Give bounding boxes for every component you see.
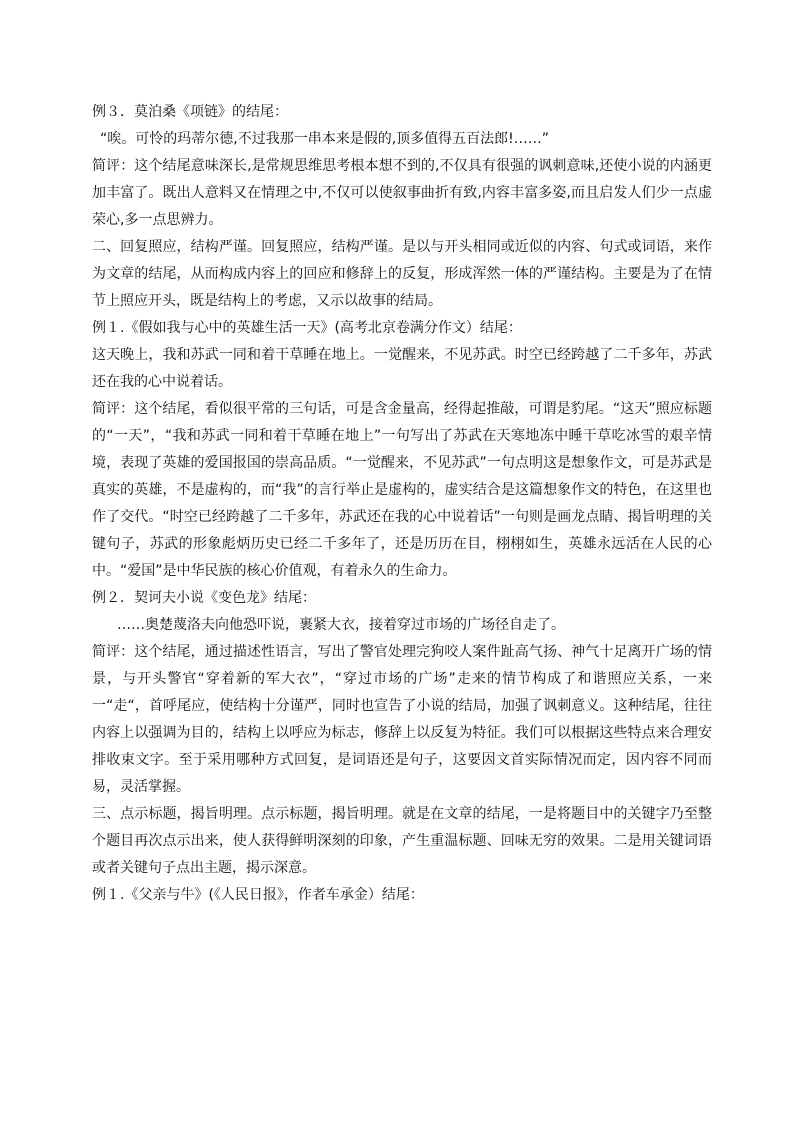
section-2-paragraph: 二、回复照应，结构严谨。回复照应，结构严谨。是以与开头相同或近似的内容、句式或词语，来作为文章的结尾，从而构成内容上的回应和修辞上的反复，形成浑然一体的严谨结构。主要是为了在情节上照应开头，既是结构上的考虑，又示以故事的结局。 (92, 239, 712, 309)
chameleon-ending-excerpt: ……奥楚蔑洛夫向他恐吓说，裹紧大衣，接着穿过市场的广场径自走了。 (117, 617, 565, 633)
comment-necklace (92, 153, 712, 234)
necklace-quote: “唉。可怜的玛蒂尔德,不过我那一串本来是假的,顶多值得五百法郎!……” (100, 131, 550, 147)
section-3-paragraph: 三、点示标题，揭旨明理。点示标题，揭旨明理。就是在文章的结尾，一是将题目中的关键字乃至整个题目再次点示出来，使人获得鲜明深刻的印象，产生重温标题、回味无穷的效果。二是用关键词语或者关键句子点出主题，揭示深意。 (92, 806, 712, 876)
comment-necklace-text: 简评：这个结尾意味深长,是常规思维思考根本想不到的,不仅具有很强的讽刺意味,还使小说的内涵更加丰富了。既出人意料又在情理之中,不仅可以使叙事曲折有致,内容丰富多姿,而且启发人们少一点虚荣心,多一点思辨力。 (92, 158, 712, 228)
comment-hero: 简评：这个结尾，看似很平常的三句话，可是含金量高，经得起推敲，可谓是豹尾。“这天”照应标题的“一天”，“我和苏武一同和着干草睡在地上”一句写出了苏武在天寒地冻中睡干草吃冰雪的艰辛情境，表现了英雄的爱国报国的崇高品质。“一觉醒来，不见苏武”一句点明这是想象作文，可是苏武是真实的英雄，不是虚构的，而“我”的言行举止是虚构的，虚实结合是这篇想象作文的特色，在这里也作了交代。“时空已经跨越了二千多年，苏武还在我的心中说着话”一句则是画龙点睛、揭旨明理的关键句子，苏武的形象彪炳历史已经二千多年了，还是历历在目，栩栩如生，英雄永远活在人民的心中。“爱国”是中华民族的核心价值观，有着永久的生命力。 (92, 401, 712, 579)
hero-ending-excerpt: 这天晚上，我和苏武一同和着干草睡在地上。一觉醒来，不见苏武。时空已经跨越了二千多年，苏武还在我的心中说着话。 (92, 347, 712, 390)
example-2-heading-chameleon: 例２．契诃夫小说《变色龙》结尾： (92, 590, 316, 606)
example-3-heading: 例３．莫泊桑《项链》的结尾： (92, 104, 288, 120)
comment-chameleon: 简评：这个结尾，通过描述性语言，写出了警官处理完狗咬人案件趾高气扬、神气十足离开广场的情景，与开头警官“穿着新的军大衣”，“穿过市场的广场”走来的情节构成了和谐照应关系，一来一“走“，首呼尾应，使结构十分谨严，同时也宣告了小说的结局，加强了讽刺意义。这种结尾，往往内容上以强调为目的，结构上以呼应为标志，修辞上以反复为特征。我们可以根据这些特点来合理安排收束文字。至于采用哪种方式回复，是词语还是句子，这要因文首实际情况而定，因内容不同而易，灵活掌握。 (92, 644, 712, 795)
example-1-heading-father: 例１.《父亲与牛》(《人民日报》，作者车承金）结尾： (92, 887, 424, 903)
example-1-heading-hero: 例１.《假如我与心中的英雄生活一天》(高考北京卷满分作文）结尾： (92, 320, 522, 336)
